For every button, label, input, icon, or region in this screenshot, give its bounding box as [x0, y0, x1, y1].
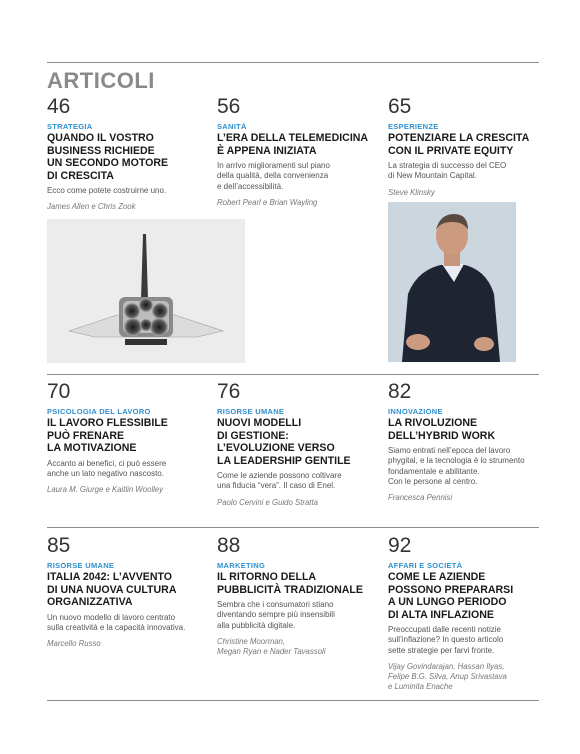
article-88[interactable]	[217, 535, 377, 657]
section-title: ARTICOLI	[47, 68, 155, 93]
article-authors: Robert Pearl e Brian Wayling	[217, 197, 318, 207]
article-description: La strategia di successo del CEO di New Mountain Capital.	[388, 161, 507, 181]
article-description: Come le aziende possono coltivare una fiducia “vera”. Il caso di Enel.	[217, 471, 342, 491]
article-authors: Paolo Cervini e Guido Stratta	[217, 497, 318, 507]
page-number: 82	[388, 380, 412, 403]
category-label: INNOVAZIONE	[388, 407, 443, 416]
page-number: 70	[47, 380, 71, 403]
top-rule	[47, 62, 539, 63]
article-title[interactable]: IL LAVORO FLESSIBILE PUÒ FRENARE LA MOTIVAZIONE	[47, 417, 168, 454]
article-title[interactable]: POTENZIARE LA CRESCITA CON IL PRIVATE EQUITY	[388, 132, 530, 157]
category-label: STRATEGIA	[47, 122, 93, 131]
article-56[interactable]	[217, 96, 377, 208]
space-shuttle-photo	[47, 219, 245, 363]
category-label: ESPERIENZE	[388, 122, 439, 131]
article-authors: Marcello Russo	[47, 639, 101, 649]
article-authors: Steve Klinsky	[388, 187, 435, 197]
category-label: MARKETING	[217, 561, 266, 570]
page-number: 56	[217, 95, 241, 118]
article-title[interactable]: NUOVI MODELLI DI GESTIONE: L’EVOLUZIONE VERSO LA LEADERSHIP GENTILE	[217, 417, 351, 467]
article-85[interactable]	[47, 535, 207, 649]
article-title[interactable]: QUANDO IL VOSTRO BUSINESS RICHIEDE UN SECONDO MOTORE DI CRESCITA	[47, 132, 169, 182]
article-description: Preoccupati dalle recenti notizie sull’inflazione? In questo articolo sette strategie per farvi fronte.	[388, 625, 504, 655]
article-92[interactable]	[388, 535, 543, 693]
article-title[interactable]: LA RIVOLUZIONE DELL’HYBRID WORK	[388, 417, 496, 442]
article-76[interactable]	[217, 381, 377, 508]
article-description: Sembra che i consumatori stiano diventando sempre più insensibili alla pubblicità digitale.	[217, 600, 335, 630]
article-title[interactable]: COME LE AZIENDE POSSONO PREPARARSI A UN LUNGO PERIODO DI ALTA INFLAZIONE	[388, 571, 514, 621]
article-authors: Vijay Govindarajan, Hassan Ilyas, Felipe B.G. Silva, Anup Srivastava e Luminita Enache	[388, 661, 507, 692]
article-46[interactable]	[47, 96, 207, 213]
person-icon	[388, 202, 516, 362]
article-description: Siamo entrati nell’epoca del lavoro phygital, e la tecnologia è lo strumento fondamentale e abilitante. Con le persone al centro.	[388, 446, 525, 486]
category-label: AFFARI E SOCIETÀ	[388, 561, 463, 570]
article-authors: Laura M. Giurge e Kaitlin Woolley	[47, 485, 164, 495]
page-number: 76	[217, 380, 241, 403]
article-82[interactable]	[388, 381, 543, 503]
page-number: 92	[388, 534, 412, 557]
row-divider-2	[47, 527, 539, 528]
space-shuttle-icon	[47, 219, 245, 363]
article-65[interactable]	[388, 96, 543, 198]
page-number: 65	[388, 95, 412, 118]
portrait-photo	[388, 202, 516, 362]
category-label: RISORSE UMANE	[217, 407, 285, 416]
article-authors: James Allen e Chris Zook	[47, 202, 136, 212]
article-authors: Christine Moorman, Megan Ryan e Nader Tavassoli	[217, 636, 326, 657]
category-label: SANITÀ	[217, 122, 247, 131]
article-description: Ecco come potete costruirne uno.	[47, 186, 167, 195]
article-70[interactable]	[47, 381, 207, 495]
page-number: 88	[217, 534, 241, 557]
page-number: 85	[47, 534, 71, 557]
category-label: PSICOLOGIA DEL LAVORO	[47, 407, 151, 416]
article-description: Accanto ai benefici, ci può essere anche un lato negativo nascosto.	[47, 458, 167, 478]
article-authors: Francesca Pennisi	[388, 493, 453, 503]
article-title[interactable]: L’ERA DELLA TELEMEDICINA È APPENA INIZIATA	[217, 132, 369, 157]
page-number: 46	[47, 95, 71, 118]
article-description: In arrivo miglioramenti sul piano della qualità, della convenienza e dell’accessibilità.	[217, 161, 330, 191]
article-title[interactable]: ITALIA 2042: L’AVVENTO DI UNA NUOVA CULTURA ORGANIZZATIVA	[47, 571, 177, 608]
category-label: RISORSE UMANE	[47, 561, 115, 570]
bottom-rule	[47, 700, 539, 701]
row-divider-1	[47, 374, 539, 375]
article-title[interactable]: IL RITORNO DELLA PUBBLICITÀ TRADIZIONALE	[217, 571, 363, 596]
article-description: Un nuovo modello di lavoro centrato sulla creatività e la capacità innovativa.	[47, 612, 186, 632]
